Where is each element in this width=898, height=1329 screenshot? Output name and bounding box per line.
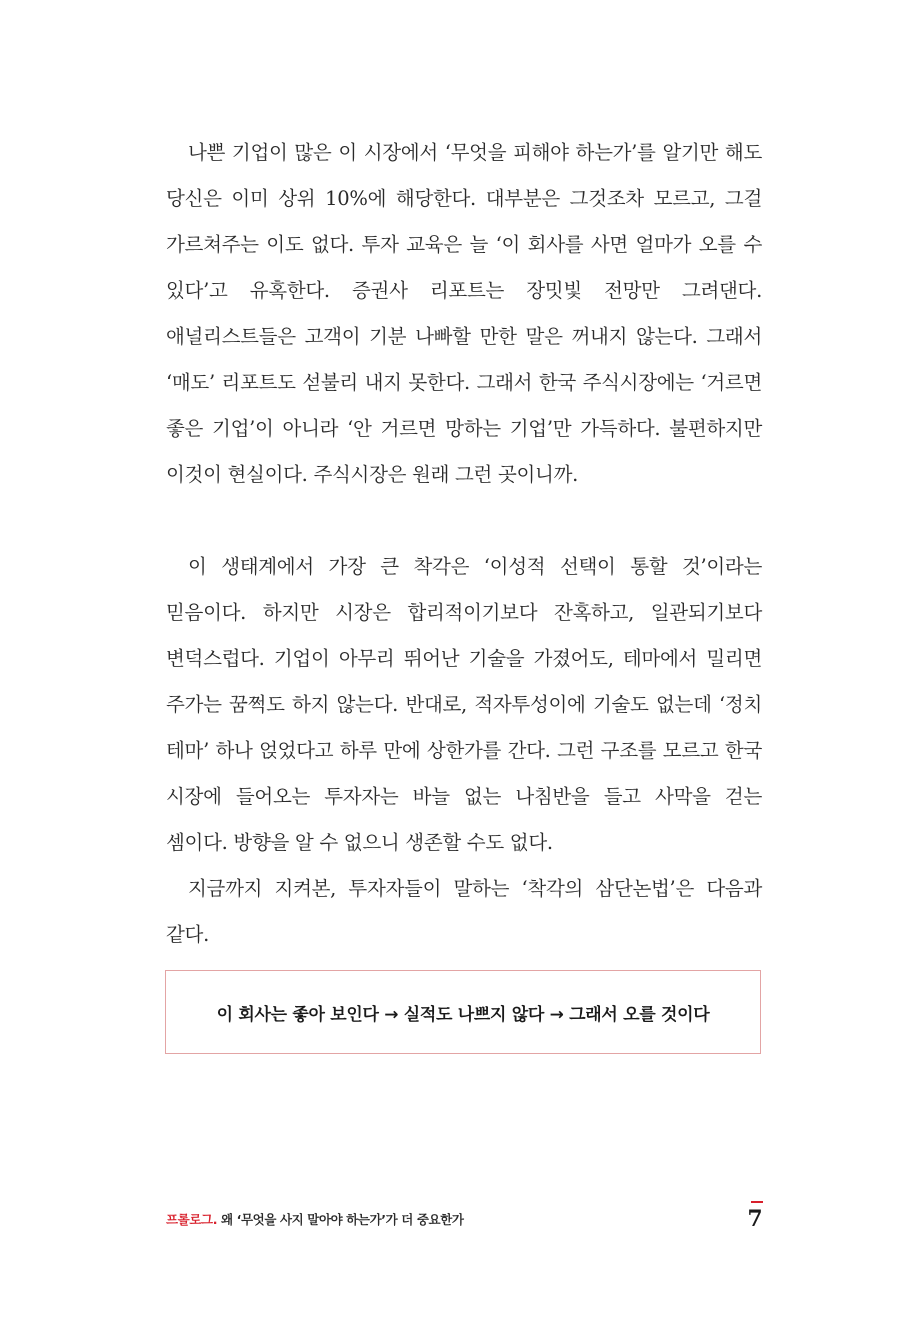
chapter-title: 왜 ‘무엇을 사지 말아야 하는가’가 더 중요한가 [217,1212,464,1227]
paragraph: 지금까지 지켜본, 투자자들이 말하는 ‘착각의 삼단논법’은 다음과 같다. [166,877,762,946]
paragraph: 나쁜 기업이 많은 이 시장에서 ‘무엇을 피해야 하는가’를 알기만 해도 당신은 이미 상위 10%에 해당한다. 대부분은 그것조차 모르고, 그걸 가르쳐주는 이도 없다. 투자 교육은 늘 ‘이 회사를 사면 얼마가 오를 수 있다’고 유혹한다. 증권사 리포트는 장밋빛 전망만 그려댄다. 애널리스트들은 고객이 기분 나빠할 만한 말은 꺼내지 않는다. 그래서 ‘매도’ 리포트도 섣불리 내지 못한다. 그래서 한국 주식시장에는 ‘거르면 좋은 기업’이 아니라 ‘안 거르면 망하는 기업’만 가득하다. 불편하지만 이것이 현실이다. 주식시장은 원래 그런 곳이니까. [166,141,762,486]
body-text [166,130,762,958]
syllogism-callout-box [165,970,761,1054]
chapter-label: 프롤로그. [166,1212,218,1227]
page-number-marker [751,1201,763,1203]
paragraph: 이 생태계에서 가장 큰 착각은 ‘이성적 선택이 통할 것’이라는 믿음이다. 하지만 시장은 합리적이기보다 잔혹하고, 일관되기보다 변덕스럽다. 기업이 아무리 뛰어난 기술을 가졌어도, 테마에서 밀리면 주가는 꿈쩍도 하지 않는다. 반대로, 적자투성이에 기술도 없는데 ‘정치 테마’ 하나 얹었다고 하루 만에 상한가를 간다. 그런 구조를 모르고 한국 시장에 들어오는 투자자는 바늘 없는 나침반을 들고 사막을 걷는 셈이다. 방향을 알 수 없으니 생존할 수도 없다. [166,555,762,854]
page-number: 7 [747,1206,763,1232]
running-footer [166,1210,464,1228]
callout-text: 이 회사는 좋아 보인다 → 실적도 나쁘지 않다 → 그래서 오를 것이다 [216,1004,710,1025]
